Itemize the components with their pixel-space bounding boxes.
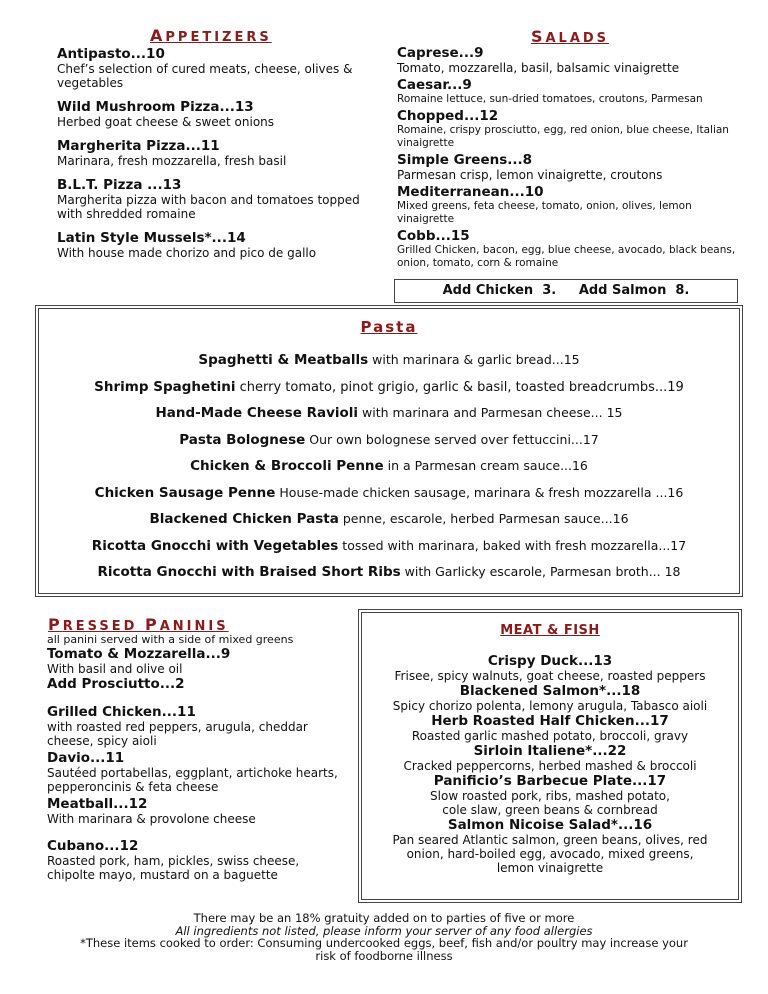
item-name: Antipasto...10 <box>57 46 165 62</box>
list-item <box>39 427 739 454</box>
footer-allergy-note: All ingredients not listed, please inform your server of any food allergies <box>175 923 593 938</box>
list-item <box>39 347 739 374</box>
list-item <box>397 108 737 150</box>
item-name: B.L.T. Pizza ...13 <box>57 177 182 193</box>
item-desc: Romaine lettuce, sun-dried tomatoes, croutons, Parmesan <box>397 93 703 105</box>
list-item <box>397 45 737 75</box>
list-item <box>376 683 724 713</box>
item-desc: Frisee, spicy walnuts, goat cheese, roasted peppers <box>394 669 706 683</box>
item-desc: Margherita pizza with bacon and tomatoes topped with shredded romaine <box>57 193 360 221</box>
list-item <box>39 480 739 507</box>
item-name: Tomato & Mozzarella...9 <box>47 646 231 662</box>
item-name: Mediterranean...10 <box>397 184 544 200</box>
item-desc: Mixed greens, feta cheese, tomato, onion, olives, lemon vinaigrette <box>397 200 692 225</box>
appetizers-title-rest: PPETIZERS <box>165 30 272 45</box>
item-name: Davio...11 <box>47 750 125 766</box>
footer <box>0 912 768 962</box>
item-name: Wild Mushroom Pizza...13 <box>57 99 254 115</box>
paninis-title-rest2: ANINIS <box>159 619 229 634</box>
list-item <box>376 817 724 875</box>
item-name: Chicken Sausage Penne <box>94 484 276 501</box>
pasta-title: Pasta <box>360 318 418 336</box>
item-desc: Herbed goat cheese & sweet onions <box>57 115 275 129</box>
list-item <box>397 228 737 270</box>
salads-title-first: S <box>530 27 546 46</box>
item-name: Ricotta Gnocchi with Braised Short Ribs <box>97 564 401 580</box>
meat-fish-title: MEAT & FISH <box>500 623 600 638</box>
item-desc: Grilled Chicken, bacon, egg, blue cheese, avocado, black beans, onion, tomato, corn & romaine <box>397 244 736 269</box>
salads-list <box>397 45 737 272</box>
paninis-title-first1: P <box>48 615 63 634</box>
item-desc: penne, escarole, herbed Parmesan sauce...16 <box>338 511 629 526</box>
item-name: Caprese...9 <box>397 45 484 61</box>
item-desc: Chef’s selection of cured meats, cheese, olives & vegetables <box>57 62 353 90</box>
item-name: Blackened Salmon*...18 <box>459 683 641 699</box>
item-name: Meatball...12 <box>47 796 148 812</box>
item-desc: House-made chicken sausage, marinara & fresh mozzarella ...16 <box>275 484 684 500</box>
item-desc: Roasted pork, ham, pickles, swiss cheese, chipolte mayo, mustard on a baguette <box>47 854 300 882</box>
list-item <box>39 453 739 480</box>
item-name: Caesar...9 <box>397 77 472 93</box>
item-desc: Cracked peppercorns, herbed mashed & broccoli <box>403 759 697 773</box>
list-item <box>47 796 347 826</box>
list-item <box>39 506 739 533</box>
list-item <box>57 46 367 90</box>
item-name: Salmon Nicoise Salad*...16 <box>447 817 653 833</box>
item-name: Panificio’s Barbecue Plate...17 <box>433 773 667 789</box>
item-desc: Our own bolognese served over fettuccini...17 <box>305 431 599 447</box>
list-item <box>47 646 347 676</box>
item-name: Latin Style Mussels*...14 <box>57 230 246 246</box>
item-desc: Tomato, mozzarella, basil, balsamic vinaigrette <box>397 61 680 75</box>
item-desc: Pan seared Atlantic salmon, green beans, olives, red onion, hard-boiled egg, avocado, mixed greens, lemon vinaigrette <box>392 833 708 875</box>
list-item <box>57 138 367 168</box>
item-name: Spaghetti & Meatballs <box>198 352 369 368</box>
list-item <box>376 743 724 773</box>
item-desc: Sautéed portabellas, eggplant, artichoke hearts, pepperoncinis & feta cheese <box>47 766 338 794</box>
list-item <box>47 750 347 794</box>
list-item <box>376 773 724 817</box>
item-name: Cobb...15 <box>397 228 470 244</box>
item-desc: with Garlicky escarole, Parmesan broth... 18 <box>400 564 681 579</box>
item-desc: With marinara & provolone cheese <box>47 812 256 826</box>
list-item <box>39 559 739 586</box>
item-desc: Slow roasted pork, ribs, mashed potato, cole slaw, green beans & cornbread <box>430 789 670 817</box>
item-desc: With house made chorizo and pico de gallo <box>57 246 317 260</box>
salads-title-rest: ALADS <box>545 31 610 46</box>
item-desc: Marinara, fresh mozzarella, fresh basil <box>57 154 287 168</box>
pasta-list <box>39 347 739 586</box>
paninis-title-rest1: RESSED <box>62 619 138 634</box>
paninis-title <box>48 615 229 634</box>
item-name: Grilled Chicken...11 <box>47 704 196 720</box>
item-desc: with roasted red peppers, arugula, cheddar cheese, spicy aioli <box>47 720 308 748</box>
salads-title <box>520 27 620 46</box>
item-name: Sirloin Italiene*...22 <box>473 743 627 759</box>
list-item <box>39 533 739 560</box>
item-desc: Romaine, crispy prosciutto, egg, red onion, blue cheese, Italian vinaigrette <box>397 124 729 149</box>
appetizers-list <box>57 46 367 269</box>
pasta-box <box>38 308 740 594</box>
item-name: Shrimp Spaghetini <box>94 378 236 395</box>
footer-gratuity-note: There may be an 18% gratuity added on to parties of five or more <box>193 911 575 925</box>
list-item <box>57 177 367 221</box>
item-desc: With basil and olive oil <box>47 662 183 676</box>
item-name: Add Prosciutto...2 <box>47 676 185 692</box>
list-item <box>57 230 367 260</box>
item-desc: with marinara & garlic bread...15 <box>368 352 580 367</box>
paninis-list <box>47 633 347 891</box>
list-item <box>376 653 724 683</box>
list-item <box>47 704 347 748</box>
appetizers-title-first: A <box>150 26 166 45</box>
meat-fish-box <box>361 612 739 900</box>
list-item <box>397 184 737 226</box>
item-name: Pasta Bolognese <box>179 431 306 448</box>
item-name: Cubano...12 <box>47 838 139 854</box>
paninis-title-first2: P <box>144 615 160 634</box>
item-desc: cherry tomato, pinot grigio, garlic & basil, toasted breadcrumbs...19 <box>235 379 684 395</box>
salad-addon-box: Add Chicken 3. Add Salmon 8. <box>394 279 738 303</box>
meat-fish-list <box>362 653 738 875</box>
item-name: Blackened Chicken Pasta <box>149 511 339 527</box>
item-desc: Spicy chorizo polenta, lemony arugula, Tabasco aioli <box>392 699 708 713</box>
list-item <box>397 77 737 106</box>
item-desc: in a Parmesan cream sauce...16 <box>383 458 588 473</box>
item-name: Ricotta Gnocchi with Vegetables <box>91 537 339 554</box>
item-name: Margherita Pizza...11 <box>57 138 220 154</box>
appetizers-title <box>150 26 270 45</box>
item-desc: with marinara and Parmesan cheese... 15 <box>358 405 623 420</box>
list-item <box>376 713 724 743</box>
list-item <box>57 99 367 129</box>
item-name: Chopped...12 <box>397 108 499 124</box>
paninis-note: all panini served with a side of mixed greens <box>47 633 294 646</box>
list-item <box>397 152 737 182</box>
item-desc: Roasted garlic mashed potato, broccoli, gravy <box>411 729 689 743</box>
item-name: Herb Roasted Half Chicken...17 <box>431 713 669 729</box>
item-desc: tossed with marinara, baked with fresh mozzarella...17 <box>338 537 687 553</box>
item-name: Hand-Made Cheese Ravioli <box>155 405 359 421</box>
footer-consumption-warning: *These items cooked to order: Consuming undercooked eggs, beef, fish and/or poultry may increase your risk of foodborne illness <box>80 936 688 963</box>
list-item <box>47 838 347 882</box>
item-desc: Parmesan crisp, lemon vinaigrette, croutons <box>397 168 663 182</box>
list-item <box>39 374 739 401</box>
list-item <box>39 400 739 427</box>
item-name: Simple Greens...8 <box>397 152 533 168</box>
item-name: Crispy Duck...13 <box>487 653 613 669</box>
list-item <box>47 676 347 692</box>
item-name: Chicken & Broccoli Penne <box>190 458 384 474</box>
